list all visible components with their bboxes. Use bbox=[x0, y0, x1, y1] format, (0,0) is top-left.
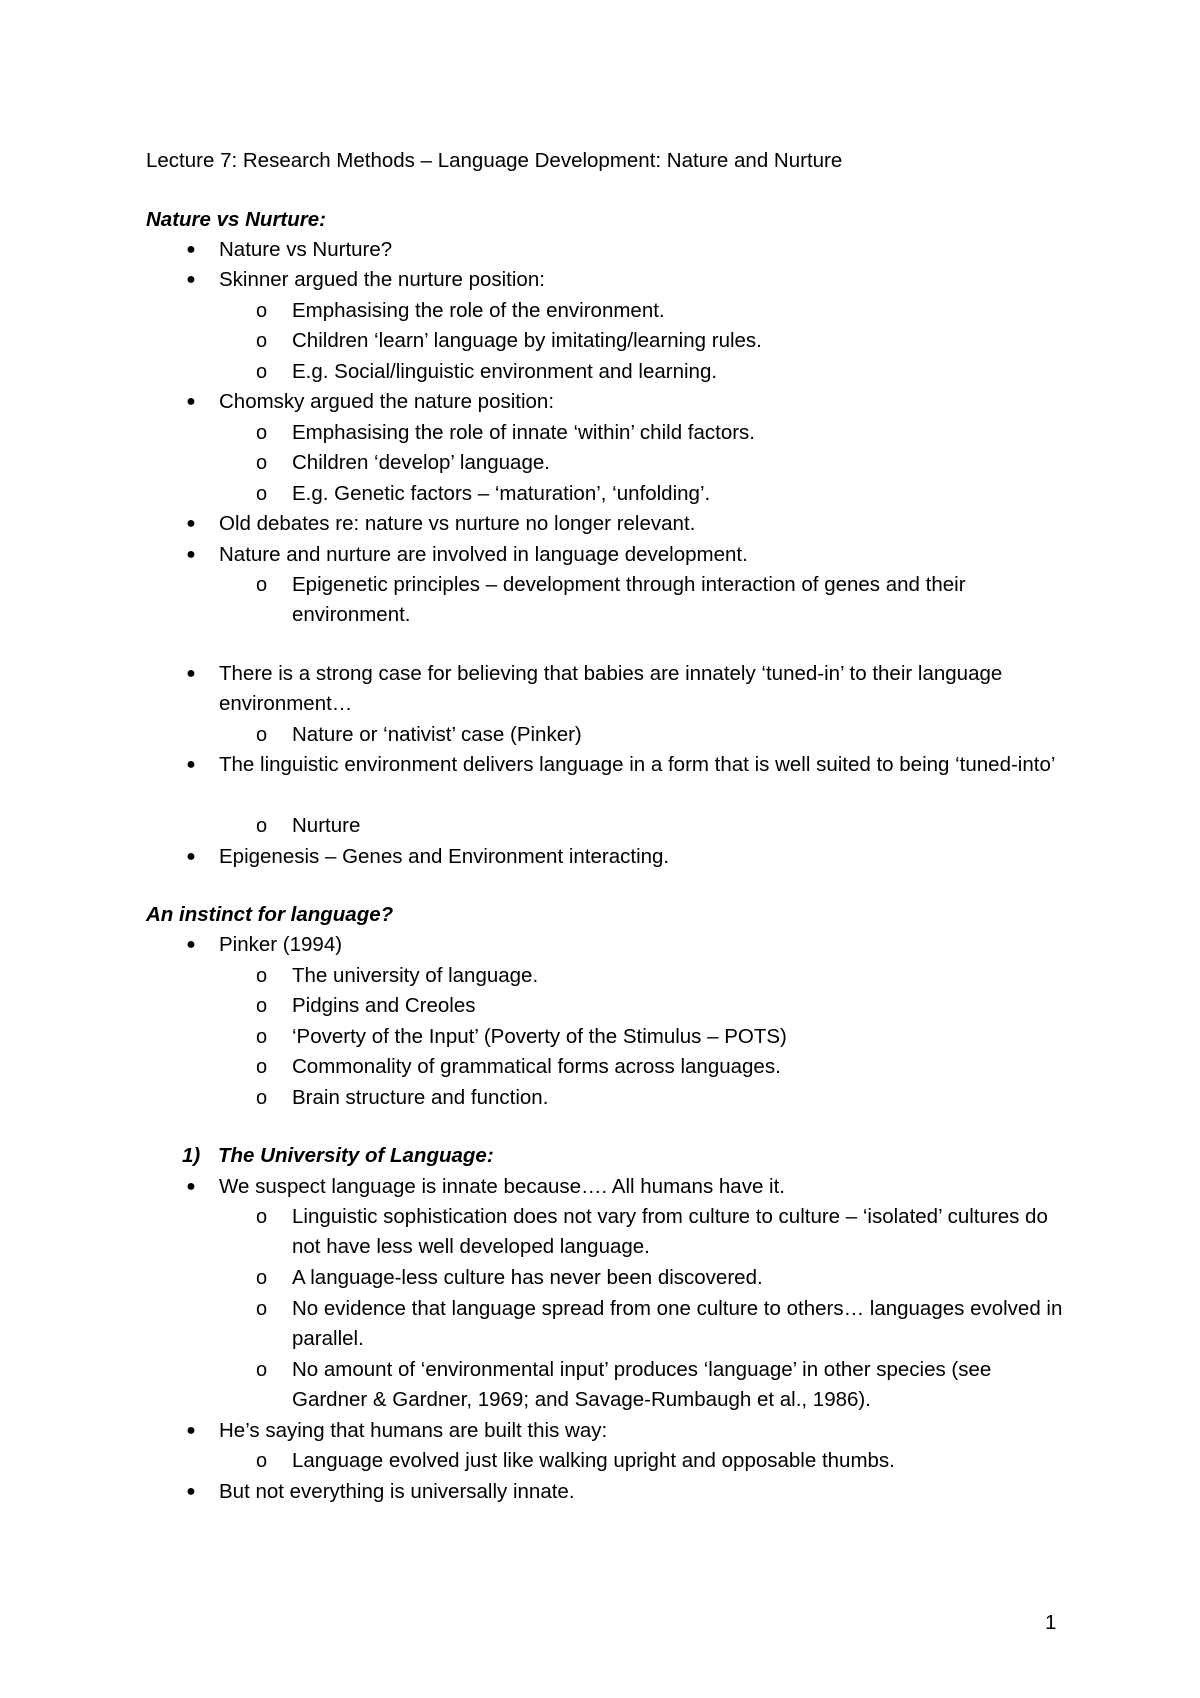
list-item bbox=[186, 540, 1069, 570]
bullet-icon: ● bbox=[186, 756, 196, 773]
list-item-text: But not everything is universally innate. bbox=[219, 1480, 575, 1503]
sub-bullet-icon: o bbox=[256, 965, 268, 987]
list-item bbox=[256, 1294, 1072, 1355]
sub-bullet-icon: o bbox=[256, 574, 268, 596]
sub-bullet-icon: o bbox=[256, 724, 268, 746]
list-item bbox=[256, 326, 1072, 356]
list-item-text: Nurture bbox=[292, 814, 361, 837]
sub-bullet-icon: o bbox=[256, 1267, 268, 1289]
list-item-text: He’s saying that humans are built this way: bbox=[219, 1419, 608, 1442]
list-item-text: A language-less culture has never been discovered. bbox=[292, 1266, 763, 1289]
list-item bbox=[186, 1416, 1069, 1446]
list-item bbox=[256, 1263, 1072, 1293]
list-item-text: Children ‘develop’ language. bbox=[292, 451, 550, 474]
list-item bbox=[256, 479, 1072, 509]
list-item bbox=[186, 842, 1069, 872]
list-item-text: The linguistic environment delivers language in a form that is well suited to being ‘tuned-into’ bbox=[219, 753, 1056, 776]
page-number: 1 bbox=[1045, 1611, 1057, 1634]
section-heading-nature-vs-nurture: Nature vs Nurture: bbox=[146, 208, 326, 231]
list-item bbox=[186, 235, 1069, 265]
list-item bbox=[186, 750, 1069, 780]
bullet-icon: ● bbox=[186, 271, 196, 288]
section-heading-text: The University of Language: bbox=[218, 1144, 494, 1167]
list-item-text: Nature and nurture are involved in language development. bbox=[219, 543, 748, 566]
list-item bbox=[256, 1446, 1072, 1476]
list-item bbox=[186, 1172, 1069, 1202]
bullet-icon: ● bbox=[186, 665, 196, 682]
list-item bbox=[256, 991, 1072, 1021]
bullet-icon: ● bbox=[186, 936, 196, 953]
list-item-text: Skinner argued the nurture position: bbox=[219, 268, 545, 291]
list-item bbox=[186, 387, 1069, 417]
list-item bbox=[256, 1202, 1072, 1263]
sub-bullet-icon: o bbox=[256, 483, 268, 505]
list-item bbox=[256, 418, 1072, 448]
sub-bullet-icon: o bbox=[256, 1026, 268, 1048]
sub-bullet-icon: o bbox=[256, 815, 268, 837]
section-number: 1) bbox=[182, 1144, 201, 1167]
list-item bbox=[186, 509, 1069, 539]
sub-bullet-icon: o bbox=[256, 1056, 268, 1078]
list-item bbox=[256, 1355, 1072, 1416]
section-heading-instinct-for-language: An instinct for language? bbox=[146, 903, 394, 926]
bullet-icon: ● bbox=[186, 1422, 196, 1439]
list-item bbox=[256, 961, 1072, 991]
bullet-icon: ● bbox=[186, 393, 196, 410]
bullet-icon: ● bbox=[186, 1483, 196, 1500]
list-item bbox=[186, 265, 1069, 295]
sub-bullet-icon: o bbox=[256, 1206, 268, 1228]
list-item bbox=[256, 811, 1072, 841]
list-item-text: E.g. Genetic factors – ‘maturation’, ‘unfolding’. bbox=[292, 482, 711, 505]
bullet-icon: ● bbox=[186, 546, 196, 563]
list-item-text: There is a strong case for believing that babies are innately ‘tuned-in’ to their language environment… bbox=[219, 662, 1003, 716]
bullet-icon: ● bbox=[186, 848, 196, 865]
list-item-text: Chomsky argued the nature position: bbox=[219, 390, 555, 413]
document-title: Lecture 7: Research Methods – Language Development: Nature and Nurture bbox=[146, 149, 843, 172]
list-item bbox=[186, 1477, 1069, 1507]
sub-bullet-icon: o bbox=[256, 452, 268, 474]
sub-bullet-icon: o bbox=[256, 361, 268, 383]
sub-bullet-icon: o bbox=[256, 422, 268, 444]
list-item-text: Linguistic sophistication does not vary from culture to culture – ‘isolated’ cultures do not have less well developed language. bbox=[292, 1205, 1048, 1259]
list-item-text: Children ‘learn’ language by imitating/learning rules. bbox=[292, 329, 762, 352]
sub-bullet-icon: o bbox=[256, 1450, 268, 1472]
bullet-icon: ● bbox=[186, 1178, 196, 1195]
list-item-text: Epigenesis – Genes and Environment interacting. bbox=[219, 845, 670, 868]
list-item-text: Nature or ‘nativist’ case (Pinker) bbox=[292, 723, 582, 746]
list-item bbox=[256, 570, 1072, 631]
section-heading-university-of-language bbox=[182, 1141, 494, 1171]
list-item-text: Emphasising the role of innate ‘within’ child factors. bbox=[292, 421, 756, 444]
bullet-icon: ● bbox=[186, 515, 196, 532]
list-item bbox=[256, 720, 1072, 750]
list-item-text: Emphasising the role of the environment. bbox=[292, 299, 665, 322]
list-item bbox=[256, 1052, 1072, 1082]
list-item-text: No evidence that language spread from one culture to others… languages evolved in parallel. bbox=[292, 1297, 1063, 1351]
list-item-text: We suspect language is innate because…. All humans have it. bbox=[219, 1175, 785, 1198]
list-item bbox=[256, 448, 1072, 478]
list-item bbox=[186, 930, 1069, 960]
bullet-icon: ● bbox=[186, 241, 196, 258]
sub-bullet-icon: o bbox=[256, 300, 268, 322]
list-item-text: The university of language. bbox=[292, 964, 539, 987]
sub-bullet-icon: o bbox=[256, 1087, 268, 1109]
list-item-text: ‘Poverty of the Input’ (Poverty of the Stimulus – POTS) bbox=[292, 1025, 787, 1048]
list-item bbox=[256, 296, 1072, 326]
sub-bullet-icon: o bbox=[256, 995, 268, 1017]
sub-bullet-icon: o bbox=[256, 1298, 268, 1320]
list-item-text: Epigenetic principles – development through interaction of genes and their environment. bbox=[292, 573, 966, 627]
list-item-text: Nature vs Nurture? bbox=[219, 238, 393, 261]
list-item-text: E.g. Social/linguistic environment and learning. bbox=[292, 360, 718, 383]
list-item-text: Old debates re: nature vs nurture no longer relevant. bbox=[219, 512, 696, 535]
sub-bullet-icon: o bbox=[256, 330, 268, 352]
list-item bbox=[256, 1083, 1072, 1113]
list-item bbox=[186, 659, 1069, 720]
list-item-text: Brain structure and function. bbox=[292, 1086, 549, 1109]
list-item-text: Commonality of grammatical forms across languages. bbox=[292, 1055, 781, 1078]
list-item-text: Pidgins and Creoles bbox=[292, 994, 476, 1017]
list-item bbox=[256, 1022, 1072, 1052]
list-item bbox=[256, 357, 1072, 387]
list-item-text: Language evolved just like walking upright and opposable thumbs. bbox=[292, 1449, 895, 1472]
list-item-text: Pinker (1994) bbox=[219, 933, 343, 956]
list-item-text: No amount of ‘environmental input’ produces ‘language’ in other species (see Gardner & Gardner, 1969; and Savage-Rumbaugh et al., 1986). bbox=[292, 1358, 992, 1412]
sub-bullet-icon: o bbox=[256, 1359, 268, 1381]
